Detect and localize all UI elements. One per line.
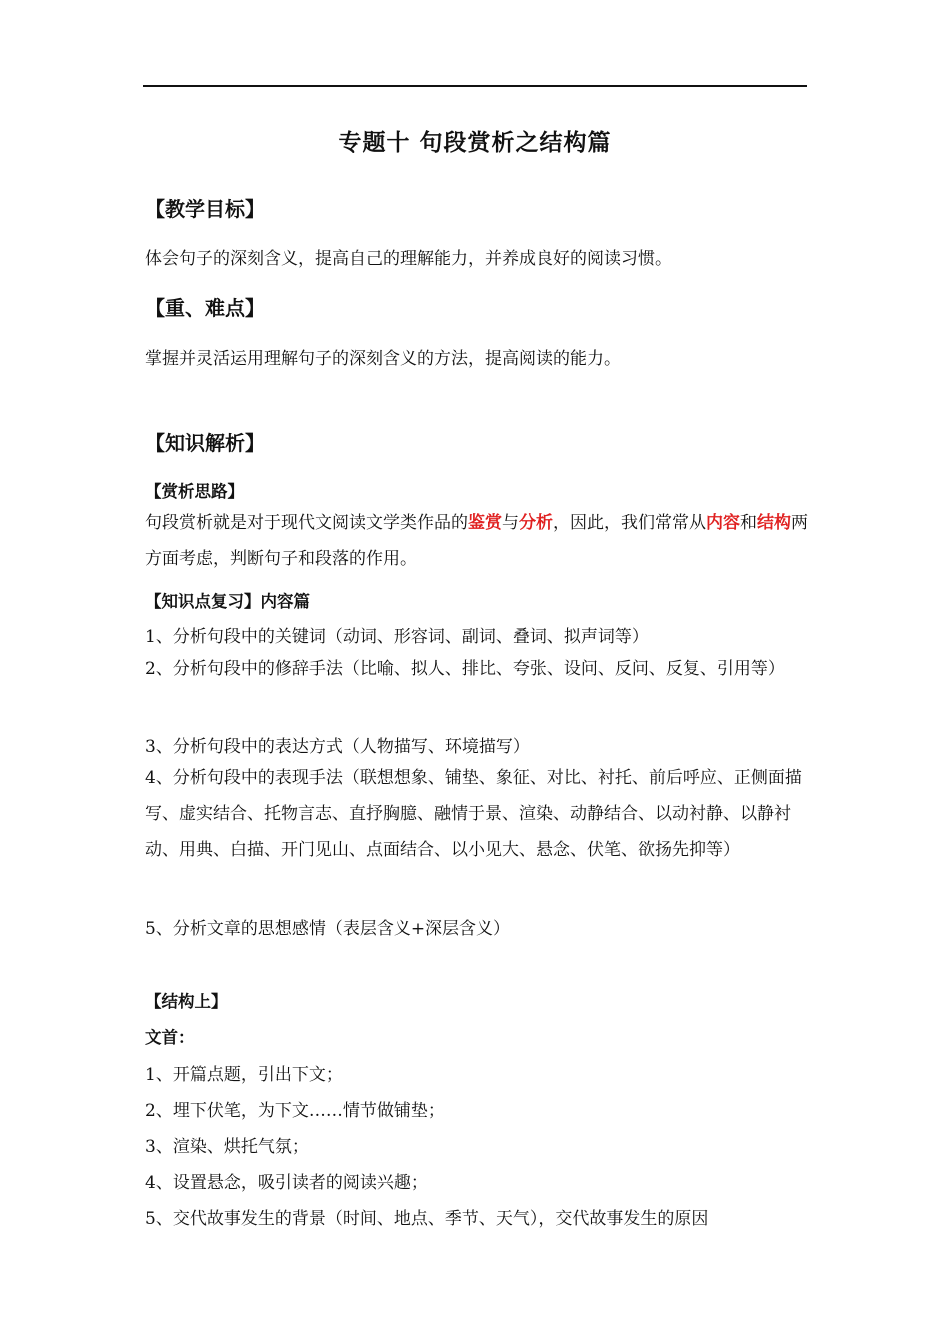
review-item: 5、分析文章的思想感情（表层含义+深层含义） (145, 919, 511, 939)
approach-text-4: 和 (740, 513, 757, 533)
review-item: 3、分析句段中的表达方式（人物描写、环境描写） (145, 737, 530, 757)
approach-paragraph (145, 505, 810, 577)
key-points-heading: 【重、难点】 (145, 296, 265, 320)
review-heading: 【知识点复习】内容篇 (145, 592, 310, 611)
structure-item: 4、设置悬念，吸引读者的阅读兴趣； (145, 1173, 428, 1193)
objectives-text: 体会句子的深刻含义，提高自己的理解能力，并养成良好的阅读习惯。 (145, 249, 672, 269)
review-item: 1、分析句段中的关键词（动词、形容词、副词、叠词、拟声词等） (145, 627, 649, 647)
approach-heading: 【赏析思路】 (145, 482, 244, 501)
knowledge-heading: 【知识解析】 (145, 431, 265, 455)
page-title: 专题十 句段赏析之结构篇 (338, 130, 612, 156)
review-item: 2、分析句段中的修辞手法（比喻、拟人、排比、夸张、设问、反问、反复、引用等） (145, 659, 785, 679)
structure-item: 1、开篇点题，引出下文； (145, 1065, 343, 1085)
approach-highlight-appreciation: 鉴赏 (468, 513, 502, 533)
approach-text-3: ，因此，我们常常从 (553, 513, 706, 533)
structure-subheading: 文首： (145, 1028, 195, 1047)
approach-highlight-structure: 结构 (757, 513, 791, 533)
structure-item: 2、埋下伏笔，为下文……情节做铺垫； (145, 1101, 445, 1121)
structure-item: 5、交代故事发生的背景（时间、地点、季节、天气），交代故事发生的原因 (145, 1209, 709, 1229)
structure-item: 3、渲染、烘托气氛； (145, 1137, 309, 1157)
header-rule (143, 85, 807, 87)
objectives-heading: 【教学目标】 (145, 197, 265, 221)
structure-heading: 【结构上】 (145, 992, 228, 1011)
review-item: 4、分析句段中的表现手法（联想想象、铺垫、象征、对比、衬托、前后呼应、正侧面描写、虚实结合、托物言志、直抒胸臆、融情于景、渲染、动静结合、以动衬静、以静衬动、用典、白描、开门见山、点面结合、以小见大、悬念、伏笔、欲扬先抑等） (145, 768, 802, 860)
approach-highlight-content: 内容 (706, 513, 740, 533)
approach-text-2: 与 (502, 513, 519, 533)
approach-text-5: 两方面考虑，判断句子和段落的作用。 (145, 513, 808, 569)
approach-text-1: 句段赏析就是对于现代文阅读文学类作品的 (145, 513, 468, 533)
approach-highlight-analysis: 分析 (519, 513, 553, 533)
key-points-text: 掌握并灵活运用理解句子的深刻含义的方法，提高阅读的能力。 (145, 349, 621, 369)
